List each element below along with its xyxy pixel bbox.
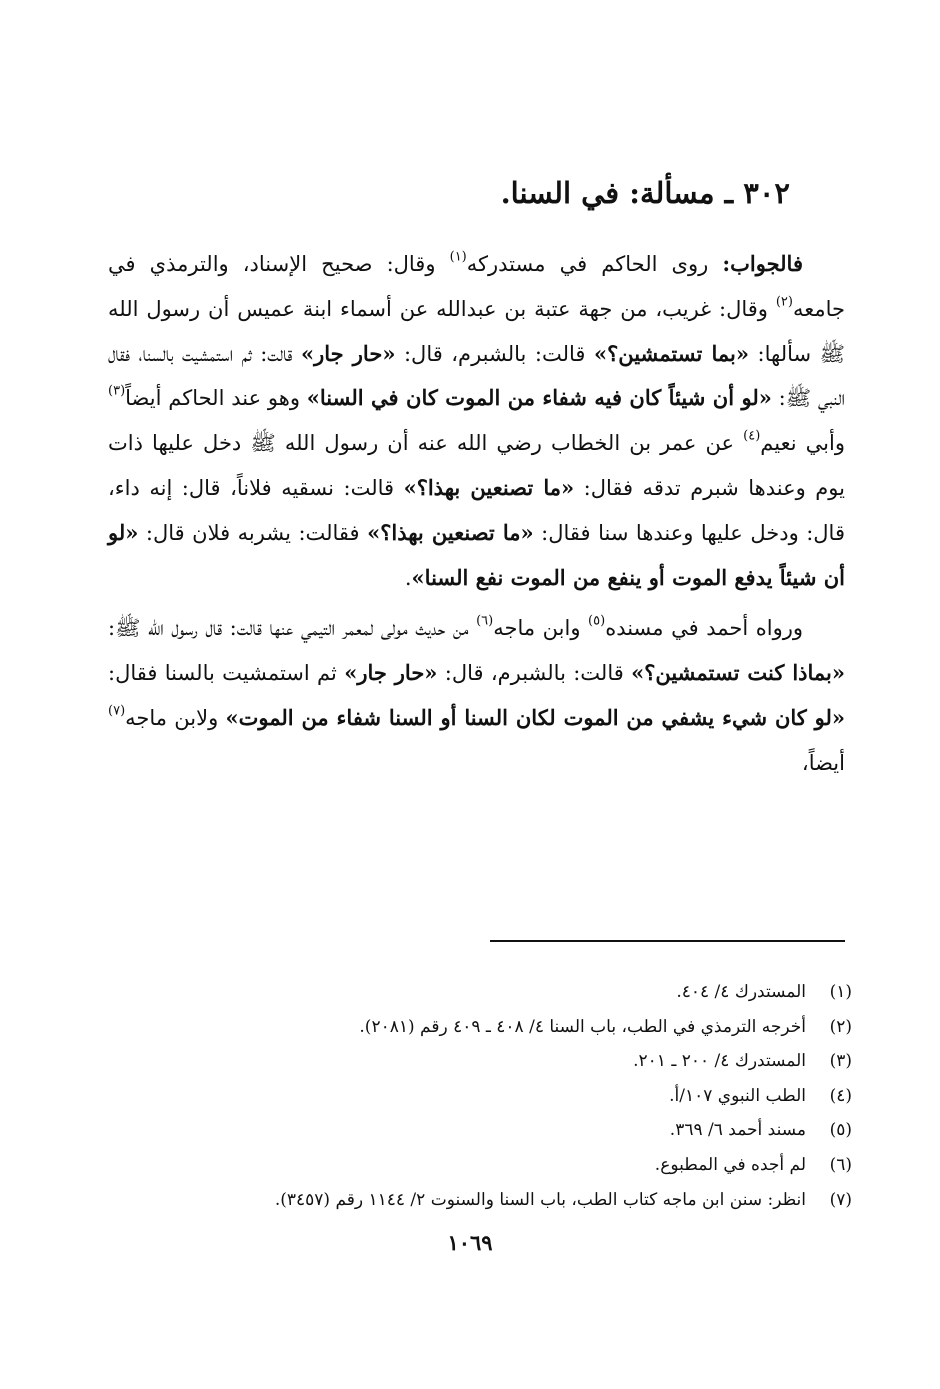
footnote-text: المستدرك ٤/ ٤٠٤. — [676, 982, 806, 1002]
text-segment: ثم استمشيت بالسنا فقال: — [108, 661, 345, 686]
hadith-quote: «لو أن شيئاً يدفع الموت أو ينفع من الموت نفع السنا» — [108, 519, 845, 590]
text-segment: وقال: صحيح الإسناد، والترمذي في جامعه — [108, 252, 845, 321]
text-segment: قالت: بالشبرم، قال: — [437, 661, 632, 686]
footnote-ref[interactable]: (٢) — [775, 294, 793, 310]
text-segment: عن عمر بن الخطاب رضي الله عنه أن رسول الله ﷺ دخل عليها ذات يوم وعندها شبرم تدقه فقال: — [108, 431, 845, 500]
answer-lead: فالجواب: — [722, 251, 803, 276]
footnote-2 — [100, 1010, 852, 1045]
footnote-4 — [100, 1079, 852, 1114]
footnotes-list — [100, 975, 852, 1217]
footnote-text: مسند أحمد ٦/ ٣٦٩. — [669, 1120, 806, 1141]
footnote-text: لم أجده في المطبوع. — [654, 1154, 806, 1175]
footnote-number: (٥) — [829, 1120, 852, 1141]
text-segment: وقال: غريب، من جهة عتبة بن عبدالله عن أسماء ابنة عميس أن رسول الله ﷺ سألها: — [108, 296, 845, 366]
footnote-ref[interactable]: (٧) — [108, 703, 126, 719]
hadith-quote: «بما تستمشين؟» — [593, 340, 750, 366]
hadith-quote: «بماذا كنت تستمشين؟» — [631, 660, 846, 686]
footnote-3 — [100, 1044, 852, 1079]
footnote-text: الطب النبوي ١٠٧/أ. — [669, 1085, 806, 1106]
footnote-ref[interactable]: (٦) — [476, 613, 494, 629]
second-paragraph — [108, 606, 845, 785]
text-segment: وهو عند الحاكم أيضاً — [125, 386, 307, 411]
footnote-ref[interactable]: (١) — [449, 249, 467, 265]
footnote-ref[interactable]: (٥) — [588, 613, 606, 629]
footnote-6 — [100, 1148, 852, 1183]
text-segment: قالت: بالشبرم، قال: — [395, 341, 594, 366]
text-segment: وابن ماجه — [493, 616, 589, 641]
text-segment: قالت: نسقيه فلاناً، قال: إنه داء، قال: ودخل عليها وعندها سنا فقال: — [108, 475, 845, 545]
text-segment: من حديث مولى لمعمر التيمي عنها قالت: قال رسول الله ﷺ: — [108, 616, 477, 641]
footnote-ref[interactable]: (٣) — [108, 384, 126, 399]
hadith-quote: «ما تصنعين بهذا؟» — [403, 474, 575, 500]
text-segment: ولابن ماجه — [125, 705, 226, 730]
text-segment: فقالت: يشربه فلان قال: — [138, 520, 368, 545]
footnote-5 — [100, 1113, 852, 1148]
footnote-number: (٦) — [829, 1154, 852, 1175]
body-text — [108, 242, 845, 786]
text-segment: روى الحاكم في مستدركه — [466, 252, 723, 276]
issue-heading: ٣٠٢ ـ مسألة: في السنا. — [500, 176, 790, 210]
footnote-text: أخرجه الترمذي في الطب، باب السنا ٤/ ٤٠٨ ـ ٤٠٩ رقم (٢٠٨١). — [359, 1016, 806, 1037]
footnote-separator — [490, 940, 845, 942]
answer-paragraph — [108, 242, 845, 600]
text-segment: ورواه أحمد في مسنده — [605, 616, 803, 641]
hadith-quote: «ما تصنعين بهذا؟» — [367, 519, 534, 545]
hadith-quote: «لو كان شيء يشفي من الموت لكان السنا أو السنا شفاء من الموت» — [225, 704, 846, 730]
text-segment: أيضاً، — [801, 750, 845, 775]
footnote-7 — [100, 1183, 852, 1218]
hadith-quote: «حار جار» — [300, 340, 396, 366]
text-segment: . — [404, 565, 412, 590]
text-segment: وأبي نعيم — [760, 431, 845, 456]
footnote-text: المستدرك ٤/ ٢٠٠ ـ ٢٠١. — [633, 1051, 806, 1072]
footnote-number: (٣) — [829, 1051, 852, 1072]
footnote-number: (١) — [829, 982, 852, 1002]
hadith-quote: «لو أن شيئاً كان فيه شفاء من الموت كان في السنا» — [306, 385, 772, 411]
hadith-quote: «حار جار» — [344, 660, 438, 686]
footnote-number: (٧) — [829, 1189, 852, 1210]
footnote-1 — [100, 975, 852, 1010]
footnote-number: (٢) — [829, 1016, 852, 1037]
page-number: ١٠٦٩ — [447, 1230, 493, 1255]
footnote-text: انظر: سنن ابن ماجه كتاب الطب، باب السنا والسنوت ٢/ ١١٤٤ رقم (٣٤٥٧). — [274, 1189, 806, 1210]
footnote-number: (٤) — [829, 1085, 852, 1106]
footnote-ref[interactable]: (٤) — [743, 428, 761, 444]
text-segment: قالت: ثم استمشيت بالسنا، فقال النبي ﷺ: — [108, 341, 846, 411]
